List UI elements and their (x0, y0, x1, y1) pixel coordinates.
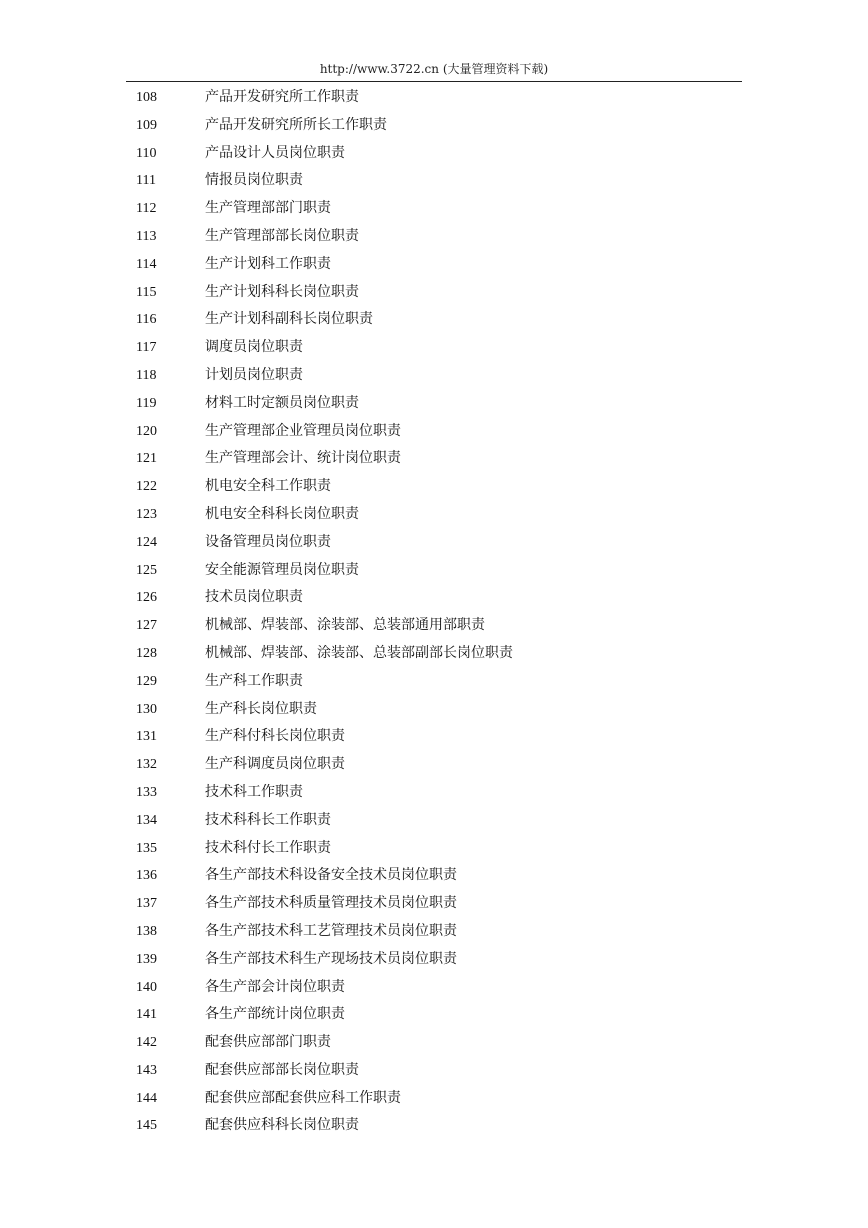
item-number: 110 (136, 145, 157, 161)
list-item (0, 584, 868, 612)
list-item (0, 195, 868, 223)
item-title: 技术员岗位职责 (205, 589, 303, 606)
list-item (0, 334, 868, 362)
list-item (0, 723, 868, 751)
list-item (0, 418, 868, 446)
item-title: 技术科科长工作职责 (205, 811, 331, 828)
item-number: 125 (136, 562, 157, 578)
list-item (0, 1057, 868, 1085)
item-title: 生产计划科工作职责 (205, 255, 331, 272)
item-title: 技术科工作职责 (205, 783, 303, 800)
item-title: 情报员岗位职责 (205, 172, 303, 189)
list-item (0, 890, 868, 918)
item-number: 140 (136, 979, 157, 995)
item-title: 生产计划科副科长岗位职责 (205, 311, 373, 328)
item-title: 调度员岗位职责 (205, 339, 303, 356)
list-item (0, 473, 868, 501)
item-number: 122 (136, 479, 157, 495)
list-item (0, 1001, 868, 1029)
item-title: 生产管理部会计、统计岗位职责 (205, 450, 401, 467)
item-number: 117 (136, 340, 157, 356)
item-number: 118 (136, 367, 157, 383)
list-item (0, 668, 868, 696)
list-item (0, 306, 868, 334)
item-title: 各生产部技术科工艺管理技术员岗位职责 (205, 922, 457, 939)
item-title: 各生产部会计岗位职责 (205, 978, 345, 995)
list-item (0, 167, 868, 195)
item-number: 141 (136, 1007, 157, 1023)
list-item (0, 140, 868, 168)
list-item (0, 279, 868, 307)
list-item (0, 779, 868, 807)
list-item (0, 807, 868, 835)
item-number: 114 (136, 256, 157, 272)
item-number: 116 (136, 312, 157, 328)
item-number: 129 (136, 673, 157, 689)
list-item (0, 640, 868, 668)
item-number: 120 (136, 423, 157, 439)
item-title: 生产科长岗位职责 (205, 700, 317, 717)
item-number: 142 (136, 1035, 157, 1051)
item-number: 121 (136, 451, 157, 467)
list-item (0, 362, 868, 390)
item-title: 机电安全科科长岗位职责 (205, 505, 359, 522)
item-number: 124 (136, 534, 157, 550)
list-item (0, 390, 868, 418)
item-title: 各生产部统计岗位职责 (205, 1006, 345, 1023)
list-item (0, 112, 868, 140)
item-number: 113 (136, 228, 157, 244)
item-number: 130 (136, 701, 157, 717)
list-item (0, 751, 868, 779)
list-item (0, 696, 868, 724)
page-header: http://www.3722.cn (大量管理资料下载) (126, 60, 742, 82)
item-title: 生产管理部部门职责 (205, 200, 331, 217)
item-number: 133 (136, 784, 157, 800)
list-item (0, 84, 868, 112)
item-title: 各生产部技术科质量管理技术员岗位职责 (205, 895, 457, 912)
item-title: 产品开发研究所所长工作职责 (205, 116, 387, 133)
item-number: 144 (136, 1090, 157, 1106)
item-title: 机械部、焊装部、涂装部、总装部通用部职责 (205, 617, 485, 634)
list-item (0, 918, 868, 946)
item-title: 生产科调度员岗位职责 (205, 756, 345, 773)
list-item (0, 223, 868, 251)
list-item (0, 612, 868, 640)
item-title: 材料工时定额员岗位职责 (205, 394, 359, 411)
item-number: 132 (136, 757, 157, 773)
item-list (0, 84, 868, 1140)
list-item (0, 974, 868, 1002)
list-item (0, 529, 868, 557)
item-number: 111 (136, 173, 156, 189)
item-title: 生产管理部部长岗位职责 (205, 227, 359, 244)
item-number: 138 (136, 923, 157, 939)
item-title: 生产科工作职责 (205, 672, 303, 689)
item-number: 143 (136, 1062, 157, 1078)
item-number: 123 (136, 506, 157, 522)
item-number: 136 (136, 868, 157, 884)
item-title: 配套供应部部长岗位职责 (205, 1061, 359, 1078)
item-number: 126 (136, 590, 157, 606)
list-item (0, 251, 868, 279)
list-item (0, 835, 868, 863)
item-title: 产品开发研究所工作职责 (205, 89, 359, 105)
item-number: 115 (136, 284, 157, 300)
item-title: 生产科付科长岗位职责 (205, 728, 345, 745)
item-title: 安全能源管理员岗位职责 (205, 561, 359, 578)
item-title: 各生产部技术科设备安全技术员岗位职责 (205, 867, 457, 884)
item-title: 机电安全科工作职责 (205, 478, 331, 495)
item-number: 139 (136, 951, 157, 967)
item-number: 128 (136, 645, 157, 661)
item-title: 产品设计人员岗位职责 (205, 144, 345, 161)
item-number: 112 (136, 201, 157, 217)
item-title: 生产计划科科长岗位职责 (205, 283, 359, 300)
item-number: 108 (136, 90, 157, 105)
list-item (0, 862, 868, 890)
item-title: 机械部、焊装部、涂装部、总装部副部长岗位职责 (205, 644, 513, 661)
item-number: 127 (136, 618, 157, 634)
list-item (0, 501, 868, 529)
item-number: 137 (136, 896, 157, 912)
item-title: 计划员岗位职责 (205, 366, 303, 383)
list-item (0, 1029, 868, 1057)
item-number: 145 (136, 1118, 157, 1134)
list-item (0, 557, 868, 585)
item-number: 119 (136, 395, 157, 411)
item-number: 134 (136, 812, 157, 828)
list-item (0, 946, 868, 974)
item-title: 各生产部技术科生产现场技术员岗位职责 (205, 950, 457, 967)
item-title: 配套供应科科长岗位职责 (205, 1117, 359, 1134)
item-title: 生产管理部企业管理员岗位职责 (205, 422, 401, 439)
item-number: 135 (136, 840, 157, 856)
item-title: 配套供应部配套供应科工作职责 (205, 1089, 401, 1106)
item-number: 131 (136, 729, 157, 745)
item-title: 配套供应部部门职责 (205, 1034, 331, 1051)
item-number: 109 (136, 117, 157, 133)
item-title: 技术科付长工作职责 (205, 839, 331, 856)
list-item (0, 1085, 868, 1113)
item-title: 设备管理员岗位职责 (205, 533, 331, 550)
list-item (0, 445, 868, 473)
list-item (0, 1112, 868, 1140)
